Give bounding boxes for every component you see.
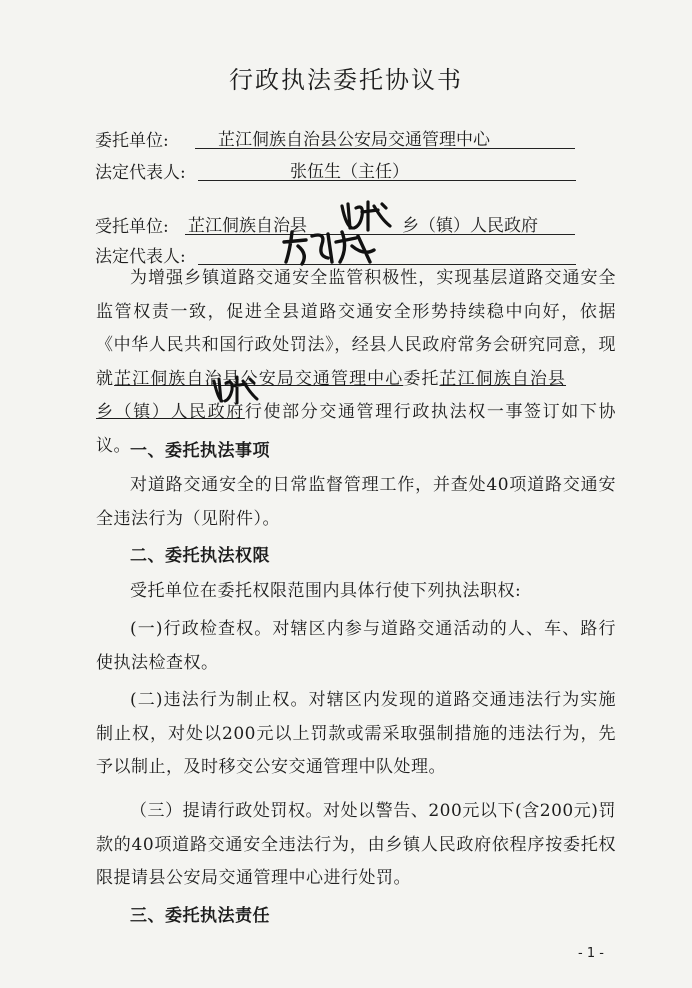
- section1-text: 对道路交通安全的日常监督管理工作，并查处40项道路交通安全违法行为（见附件）。: [96, 475, 616, 529]
- section1-heading: 一、委托执法事项: [130, 441, 270, 461]
- intro-entrust-word: 委托: [403, 368, 440, 389]
- section2-lead: 受托单位在委托权限范围内具体行使下列执法职权:: [130, 581, 522, 601]
- intro-text-end: 行使部分交通管理行政执法权一事签订如下协议。: [96, 402, 617, 456]
- section2-item1: (一)行政检查权。对辖区内参与道路交通活动的人、车、路行使执法检查权。: [96, 619, 616, 673]
- intro-paragraph: [96, 262, 616, 463]
- section2-heading: 二、委托执法权限: [130, 546, 270, 566]
- handwritten-town-name-inline: [210, 373, 262, 407]
- entrusting-unit-value: 芷江侗族自治县公安局交通管理中心: [218, 130, 490, 150]
- entrusted-unit-label: 受托单位:: [95, 217, 169, 237]
- entrusting-rep-label: 法定代表人:: [95, 163, 186, 183]
- section3-heading: 三、委托执法责任: [130, 906, 270, 926]
- intro-text-start: 为增强乡镇道路交通安全监管积极性，实现基层道路交通安全监管权责一致，促进全县道路交通安全形势持续稳中向好，依据《中华人民共和国行政处罚法》，经县人民政府常务会研究同意，现就: [96, 268, 616, 389]
- intro-entrusting-unit: 芷江侗族自治县公安局交通管理中心: [114, 368, 404, 389]
- page-number: - 1 -: [578, 946, 604, 961]
- entrusting-unit-label: 委托单位:: [95, 131, 169, 151]
- intro-entrusted-county: 芷江侗族自治县: [439, 368, 567, 389]
- entrusted-rep-label: 法定代表人:: [95, 247, 186, 267]
- entrusted-unit-suffix: 乡（镇）人民政府: [402, 216, 538, 236]
- intro-town-gap: [566, 369, 616, 389]
- entrusting-rep-value: 张伍生（主任）: [290, 162, 409, 182]
- document-title: 行政执法委托协议书: [229, 66, 463, 94]
- intro-entrusted-government: 乡（镇）人民政府: [96, 402, 245, 422]
- section2-item3: （三）提请行政处罚权。对处以警告、200元以下(含200元)罚款的40项道路交通安全违法行为，由乡镇人民政府依程序按委托权限提请县公安局交通管理中心进行处罚。: [96, 801, 616, 888]
- section2-item2: (二)违法行为制止权。对辖区内发现的道路交通违法行为实施制止权，对处以200元以上罚款或需采取强制措施的违法行为，先予以制止，及时移交公安交通管理中队处理。: [96, 690, 616, 777]
- entrusted-unit-prefix: 芷江侗族自治县: [188, 216, 307, 236]
